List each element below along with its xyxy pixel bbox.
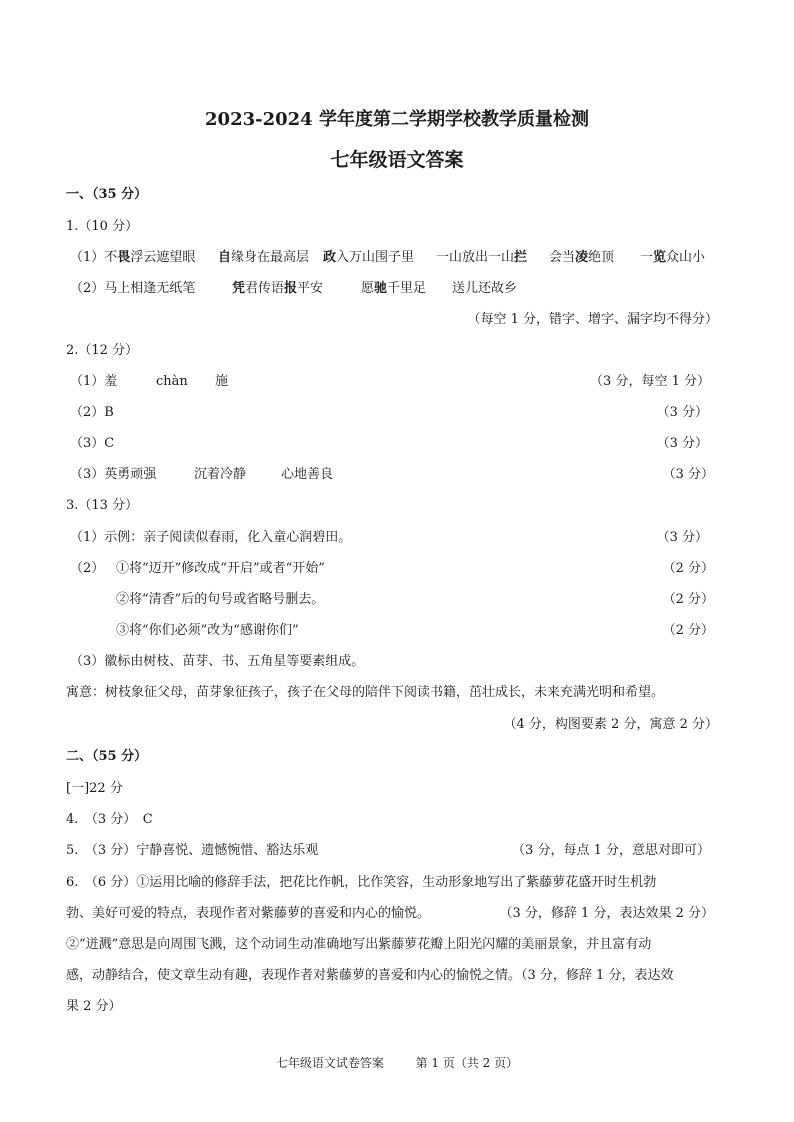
q6-line-5: 果 2 分） (66, 999, 122, 1014)
footer-doc-name: 七年级语文试卷答案 (275, 1056, 384, 1070)
q6-line-4: 感，动静结合，使文章生动有趣，表现作者对紫藤萝的喜爱和内心的愉悦之情。（3 分，修辞 1 分，表达效 (66, 968, 674, 983)
q3-answer-2c: ③将“你们必须”改为“感谢你们” （2 分） (116, 623, 714, 638)
q2-answer-1: （1）羞 chàn 施 （3 分，每空 1 分） (70, 374, 710, 389)
document-subtitle: 七年级语文答案 (330, 149, 464, 171)
q4-answer: 4. （3 分） C (66, 812, 153, 827)
q1-scoring-note: （每空 1 分，错字、增字、漏字均不得分） (467, 312, 718, 327)
q2-answer-2: （2）B （3 分） (70, 405, 708, 420)
q3-answer-3: （3）徽标由树枝、苗芽、书、五角星等要素组成。 (70, 654, 365, 669)
footer-page-number: 第 1 页（共 2 页） (415, 1056, 519, 1070)
q2-answer-4: （3）英勇顽强 沉着冷静 心地善良 （3 分） (70, 467, 714, 482)
q2-label: 2.（12 分） (66, 343, 139, 358)
q1-answer-1: （1）不畏浮云遮望眼 自缘身在最高层 政入万山围子里 一山放出一山拦 会当凌绝顶 一览众山小 (70, 250, 706, 265)
q3-answer-1: （1）示例：亲子阅读似春雨，化入童心润碧田。 （3 分） (70, 530, 708, 545)
q5-answer: 5. （3 分）宁静喜悦、遗憾惋惜、豁达乐观 （3 分，每点 1 分，意思对即可） (66, 843, 710, 858)
section-2-subheading: [一]22 分 (66, 781, 123, 796)
q3-answer-3-meaning: 寓意：树枝象征父母，苗芽象征孩子，孩子在父母的陪伴下阅读书籍，茁壮成长，未来充满光明和希望。 (66, 685, 665, 700)
section-2-heading: 二、（55 分） (66, 749, 148, 764)
q6-line-1: 6. （6 分）①运用比喻的修辞手法，把花比作帆，比作笑容，生动形象地写出了紫藤萝花盛开时生机勃 (66, 875, 657, 890)
q3-answer-2: （2） ①将“迈开”修改成“开启”或者“开始” （2 分） (70, 561, 714, 576)
page-footer (0, 1053, 794, 1073)
q6-line-3: ②“迸溅”意思是向周围飞溅，这个动词生动准确地写出紫藤萝花瓣上阳光闪耀的美丽景象，并且富有动 (66, 937, 652, 952)
q3-answer-2b: ②将“清香”后的句号或省略号删去。 （2 分） (116, 592, 714, 607)
q1-answer-2: （2）马上相逢无纸笔 凭君传语报平安 愿驰千里足 送儿还故乡 (70, 281, 518, 296)
q1-label: 1.（10 分） (66, 219, 139, 234)
document-title: 2023-2024 学年度第二学期学校教学质量检测 (205, 109, 589, 130)
q2-answer-3: （3）C （3 分） (70, 436, 708, 451)
section-1-heading: 一、（35 分） (66, 187, 148, 202)
q3-label: 3.（13 分） (66, 498, 139, 513)
q6-line-2: 勃、美好可爱的特点，表现作者对紫藤萝的喜爱和内心的愉悦。 （3 分，修辞 1 分，表达效果 2 分） (66, 906, 714, 921)
q3-answer-3-score: （4 分，构图要素 2 分，寓意 2 分） (503, 717, 718, 732)
